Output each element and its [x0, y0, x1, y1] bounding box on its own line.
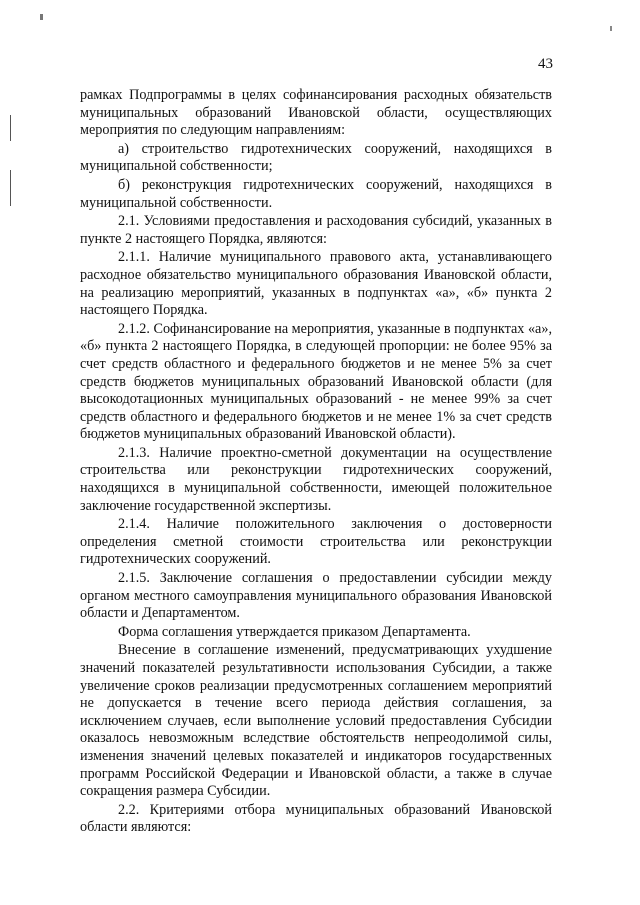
paragraph-agreement-changes: Внесение в соглашение изменений, предусматривающих ухудшение значений показателей результативности использования Субсидии, а также увеличение сроков реализации предусмотренных соглашением мероприятий не допускается в течение всего периода действия соглашения, за исключением случаев, если выполнение условий предоставления Субсидии оказалось невозможным вследствие обстоятельств непреодолимой силы, изменения значений целевых показателей и индикаторов государственных программ Российской Федерации и Ивановской области, а также в случае сокращения размера Субсидии. [80, 642, 552, 800]
paragraph-2-1-1: 2.1.1. Наличие муниципального правового акта, устанавливающего расходное обязательство муниципального образования Ивановской области, на реализацию мероприятий, указанных в подпунктах «а», «б» пункта 2 настоящего Порядка. [80, 249, 552, 319]
paragraph-2-1: 2.1. Условиями предоставления и расходования субсидий, указанных в пункте 2 настоящего Порядка, являются: [80, 213, 552, 247]
margin-line-lower [10, 170, 11, 206]
paragraph-agreement-form: Форма соглашения утверждается приказом Департамента. [118, 623, 471, 640]
paragraph-intro: рамках Подпрограммы в целях софинансирования расходных обязательств муниципальных образований Ивановской области, осуществляющих мероприятия по следующим направлениям: [80, 87, 552, 139]
paragraph-2-2: 2.2. Критериями отбора муниципальных образований Ивановской области являются: [80, 801, 552, 836]
paragraph-2-1-5: 2.1.5. Заключение соглашения о предоставлении субсидии между органом местного самоуправления муниципального образования Ивановской области и Департаментом. [80, 570, 552, 622]
paragraph-2-1-4: 2.1.4. Наличие положительного заключения о достоверности определения сметной стоимости строительства или реконструкции гидротехнических сооружений. [80, 516, 552, 568]
paragraph-item-a: а) строительство гидротехнических сооружений, находящихся в муниципальной собственности; [80, 140, 552, 175]
document-body [80, 87, 552, 837]
paragraph-2-1-3: 2.1.3. Наличие проектно-сметной документации на осуществление строительства или реконструкции гидротехнических сооружений, находящихся в муниципальной собственности, имеющей положительное заключение государственной экспертизы. [80, 444, 552, 514]
page-number: 43 [538, 56, 553, 72]
paragraph-2-1-2: 2.1.2. Софинансирование на мероприятия, указанные в подпунктах «а», «б» пункта 2 настоящего Порядка, в следующей пропорции: не более 95% за счет средств областного и федерального бюджетов и не менее 5% за счет средств бюджетов муниципальных образований Ивановской области (для высокодотационных муниципальных образований - не менее 99% за счет средств областного и федерального бюджетов и не менее 1% за счет средств бюджетов муниципальных образований Ивановской области). [80, 320, 552, 443]
paragraph-item-b: б) реконструкция гидротехнических сооружений, находящихся в муниципальной собственности. [80, 176, 552, 211]
margin-line-upper [10, 115, 11, 141]
scan-mark-top-left [40, 14, 43, 20]
scan-mark-top-right [610, 26, 612, 31]
